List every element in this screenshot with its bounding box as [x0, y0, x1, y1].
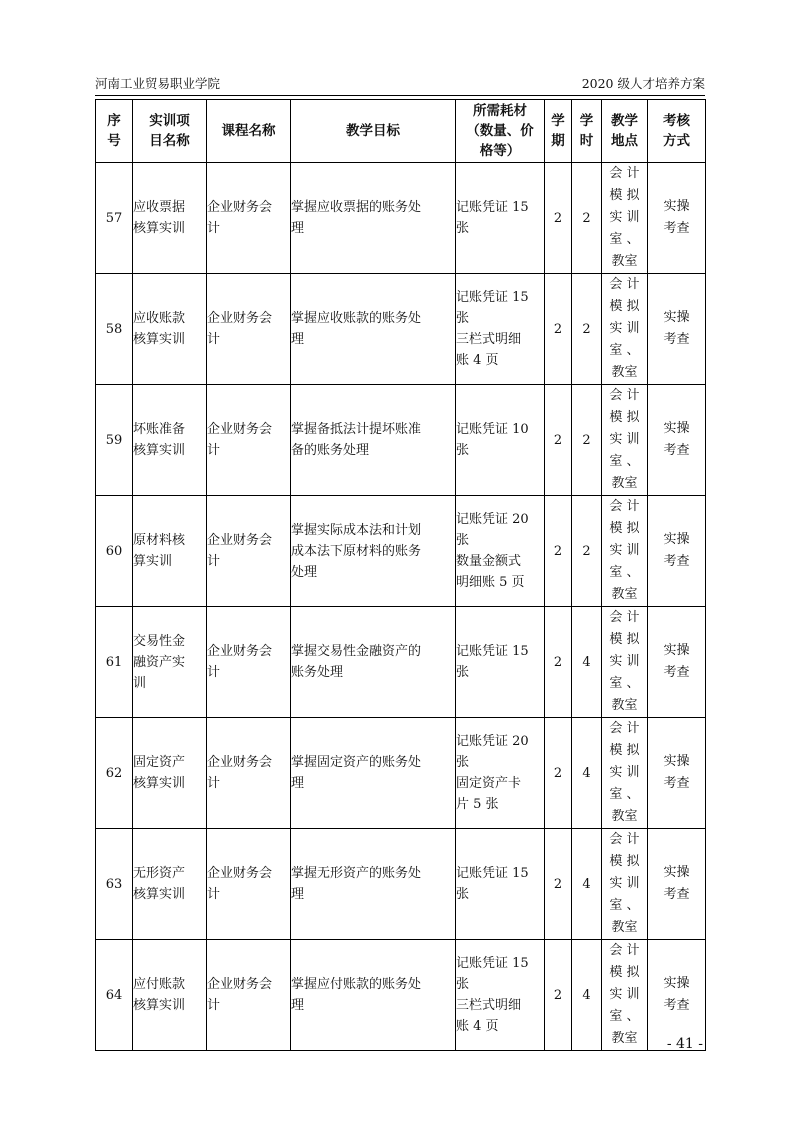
table-row	[96, 607, 706, 718]
cell-line: 实操	[663, 199, 690, 214]
table-row	[96, 163, 706, 274]
cell-line: 模 拟	[609, 632, 640, 647]
header-line: 目名称	[149, 133, 190, 149]
header-line: 学	[551, 113, 565, 129]
cell-line: 模 拟	[609, 299, 640, 314]
header-term	[545, 100, 572, 163]
cell-course	[207, 940, 291, 1051]
cell-line: 明细账 5 页	[456, 575, 525, 590]
header-line: 地点	[611, 133, 638, 149]
cell-line: 数量金额式	[456, 554, 522, 569]
cell-line: 核算实训	[133, 776, 186, 791]
header-materials	[456, 100, 545, 163]
header-line: 课程名称	[221, 123, 276, 139]
header-exam	[648, 100, 706, 163]
header-line: 期	[551, 133, 565, 149]
cell-line: 理	[291, 776, 305, 791]
cell-line: 教室	[611, 476, 638, 491]
cell-line: 会 计	[609, 166, 640, 181]
cell-course	[207, 274, 291, 385]
header-line: 格等）	[479, 143, 521, 159]
cell-goal	[291, 496, 456, 607]
table-row	[96, 274, 706, 385]
cell-line: 理	[291, 998, 305, 1013]
cell-line: 掌握应收账款的账务处	[291, 311, 422, 326]
cell-course	[207, 163, 291, 274]
cell-line: 实 训	[609, 543, 640, 558]
header-rule	[95, 95, 705, 96]
cell-place	[602, 274, 648, 385]
cell-line: 交易性金	[133, 633, 186, 649]
cell-course	[207, 607, 291, 718]
cell-no: 64	[96, 940, 133, 1051]
cell-goal	[291, 940, 456, 1051]
cell-no: 62	[96, 718, 133, 829]
cell-line: 计	[207, 443, 221, 458]
cell-hours: 2	[572, 496, 602, 607]
cell-line: 掌握备抵法计提坏账准	[291, 422, 422, 437]
cell-line: 无形资产	[133, 866, 186, 881]
cell-line: 核算实训	[133, 887, 186, 902]
cell-line: 张	[456, 311, 470, 326]
cell-line: 张	[456, 887, 470, 902]
cell-hours: 2	[572, 274, 602, 385]
cell-term: 2	[545, 718, 572, 829]
cell-line: 片 5 张	[456, 797, 499, 812]
cell-course	[207, 829, 291, 940]
cell-exam	[648, 940, 706, 1051]
page-number: - 41 -	[666, 1036, 703, 1052]
cell-line: 记账凭证 20	[456, 512, 529, 527]
cell-project	[133, 607, 207, 718]
cell-line: 核算实训	[133, 443, 186, 458]
cell-line: 考查	[663, 221, 690, 236]
cell-line: 张	[456, 221, 470, 236]
cell-line: 教室	[611, 254, 638, 269]
cell-line: 会 计	[609, 499, 640, 514]
cell-line: 应收账款	[133, 311, 186, 326]
cell-line: 企业财务会	[207, 755, 273, 770]
cell-project	[133, 718, 207, 829]
cell-line: 账 4 页	[456, 1019, 499, 1034]
cell-line: 掌握应收票据的账务处	[291, 200, 422, 215]
cell-line: 张	[456, 533, 470, 548]
cell-goal	[291, 718, 456, 829]
table-header-row	[96, 100, 706, 163]
cell-line: 企业财务会	[207, 866, 273, 881]
cell-term: 2	[545, 496, 572, 607]
cell-term: 2	[545, 940, 572, 1051]
cell-line: 企业财务会	[207, 644, 273, 659]
cell-goal	[291, 163, 456, 274]
cell-no: 59	[96, 385, 133, 496]
cell-line: 实 训	[609, 654, 640, 669]
cell-exam	[648, 718, 706, 829]
cell-line: 三栏式明细	[456, 998, 522, 1013]
cell-line: 室 、	[609, 676, 640, 691]
cell-line: 核算实训	[133, 998, 186, 1013]
table-row	[96, 940, 706, 1051]
cell-line: 室 、	[609, 454, 640, 469]
cell-place	[602, 496, 648, 607]
cell-hours: 4	[572, 718, 602, 829]
cell-line: 室 、	[609, 1009, 640, 1024]
cell-line: 实操	[663, 532, 690, 547]
cell-term: 2	[545, 829, 572, 940]
cell-line: 记账凭证 10	[456, 422, 529, 437]
cell-line: 室 、	[609, 898, 640, 913]
cell-line: 考查	[663, 443, 690, 458]
cell-line: 计	[207, 998, 221, 1013]
cell-line: 坏账准备	[133, 422, 186, 437]
cell-term: 2	[545, 163, 572, 274]
cell-no: 61	[96, 607, 133, 718]
cell-project	[133, 163, 207, 274]
cell-line: 企业财务会	[207, 977, 273, 992]
cell-line: 账 4 页	[456, 353, 499, 368]
cell-hours: 4	[572, 607, 602, 718]
cell-line: 张	[456, 755, 470, 770]
cell-line: 算实训	[133, 554, 173, 569]
cell-line: 模 拟	[609, 854, 640, 869]
cell-line: 记账凭证 15	[456, 866, 529, 881]
cell-line: 成本法下原材料的账务	[291, 543, 422, 559]
cell-line: 掌握应付账款的账务处	[291, 977, 422, 992]
training-table	[95, 99, 706, 1051]
cell-line: 企业财务会	[207, 200, 273, 215]
cell-line: 固定资产卡	[456, 776, 522, 791]
table-row	[96, 385, 706, 496]
cell-line: 三栏式明细	[456, 332, 522, 347]
cell-materials	[456, 718, 545, 829]
cell-line: 室 、	[609, 565, 640, 580]
header-plan-title: 2020 级人才培养方案	[581, 76, 705, 91]
cell-line: 掌握固定资产的账务处	[291, 755, 422, 770]
header-place	[602, 100, 648, 163]
cell-exam	[648, 163, 706, 274]
cell-place	[602, 940, 648, 1051]
cell-hours: 2	[572, 163, 602, 274]
header-line: 考核	[663, 113, 690, 129]
cell-course	[207, 718, 291, 829]
header-no	[96, 100, 133, 163]
cell-line: 教室	[611, 920, 638, 935]
cell-line: 考查	[663, 665, 690, 680]
cell-goal	[291, 385, 456, 496]
cell-line: 室 、	[609, 343, 640, 358]
cell-line: 实 训	[609, 765, 640, 780]
cell-line: 实操	[663, 754, 690, 769]
cell-course	[207, 496, 291, 607]
cell-place	[602, 718, 648, 829]
cell-materials	[456, 385, 545, 496]
cell-term: 2	[545, 274, 572, 385]
cell-materials	[456, 607, 545, 718]
cell-line: 会 计	[609, 610, 640, 625]
cell-exam	[648, 607, 706, 718]
cell-line: 理	[291, 887, 305, 902]
header-line: 序	[107, 113, 121, 129]
header-line: 方式	[663, 133, 690, 149]
cell-line: 模 拟	[609, 743, 640, 758]
header-line: 教学目标	[346, 123, 400, 139]
cell-line: 记账凭证 20	[456, 734, 529, 749]
cell-no: 63	[96, 829, 133, 940]
cell-place	[602, 385, 648, 496]
cell-line: 考查	[663, 554, 690, 569]
cell-line: 理	[291, 221, 305, 236]
cell-line: 会 计	[609, 388, 640, 403]
cell-line: 室 、	[609, 232, 640, 247]
cell-line: 模 拟	[609, 188, 640, 203]
cell-line: 模 拟	[609, 410, 640, 425]
cell-line: 处理	[291, 564, 318, 580]
cell-line: 核算实训	[133, 332, 186, 347]
cell-line: 张	[456, 977, 470, 992]
cell-goal	[291, 274, 456, 385]
cell-no: 57	[96, 163, 133, 274]
cell-line: 模 拟	[609, 965, 640, 980]
cell-goal	[291, 829, 456, 940]
header-line: （数量、价	[466, 123, 534, 139]
cell-line: 应收票据	[133, 200, 186, 215]
cell-project	[133, 940, 207, 1051]
cell-line: 账务处理	[291, 665, 344, 680]
header-line: 号	[107, 133, 121, 149]
header-line: 所需耗材	[473, 103, 527, 119]
cell-term: 2	[545, 385, 572, 496]
cell-line: 记账凭证 15	[456, 200, 529, 215]
cell-line: 实操	[663, 643, 690, 658]
cell-exam	[648, 829, 706, 940]
cell-line: 教室	[611, 698, 638, 713]
cell-exam	[648, 274, 706, 385]
cell-line: 记账凭证 15	[456, 290, 529, 305]
cell-materials	[456, 940, 545, 1051]
cell-project	[133, 274, 207, 385]
cell-no: 60	[96, 496, 133, 607]
cell-line: 考查	[663, 776, 690, 791]
cell-line: 核算实训	[133, 221, 186, 236]
cell-line: 计	[207, 887, 221, 902]
cell-line: 计	[207, 554, 221, 569]
cell-line: 记账凭证 15	[456, 956, 529, 971]
cell-materials	[456, 274, 545, 385]
cell-line: 会 计	[609, 943, 640, 958]
cell-project	[133, 385, 207, 496]
cell-project	[133, 829, 207, 940]
cell-materials	[456, 829, 545, 940]
cell-line: 计	[207, 221, 221, 236]
cell-hours: 4	[572, 940, 602, 1051]
cell-line: 计	[207, 776, 221, 791]
cell-line: 模 拟	[609, 521, 640, 536]
cell-line: 原材料核	[133, 533, 186, 548]
cell-hours: 4	[572, 829, 602, 940]
header-goal	[291, 100, 456, 163]
cell-line: 教室	[611, 809, 638, 824]
cell-line: 实 训	[609, 210, 640, 225]
cell-line: 备的账务处理	[291, 443, 370, 458]
header-course	[207, 100, 291, 163]
cell-line: 掌握交易性金融资产的	[291, 644, 422, 659]
cell-line: 掌握实际成本法和计划	[291, 522, 422, 538]
cell-term: 2	[545, 607, 572, 718]
cell-line: 应付账款	[133, 977, 186, 992]
cell-line: 计	[207, 332, 221, 347]
cell-line: 张	[456, 443, 470, 458]
cell-line: 实操	[663, 310, 690, 325]
header-hours	[572, 100, 602, 163]
header-school-name: 河南工业贸易职业学院	[95, 76, 221, 91]
cell-exam	[648, 385, 706, 496]
cell-line: 理	[291, 332, 305, 347]
cell-place	[602, 163, 648, 274]
cell-line: 实 训	[609, 876, 640, 891]
cell-line: 实操	[663, 976, 690, 991]
header-line: 学	[579, 113, 594, 129]
cell-line: 考查	[663, 332, 690, 347]
header-line: 教学	[611, 113, 638, 129]
cell-line: 掌握无形资产的账务处	[291, 866, 422, 881]
page-header	[95, 74, 705, 94]
cell-line: 企业财务会	[207, 311, 273, 326]
cell-line: 记账凭证 15	[456, 644, 529, 659]
cell-line: 融资产实	[133, 654, 186, 670]
cell-line: 固定资产	[133, 755, 186, 770]
cell-line: 会 计	[609, 277, 640, 292]
cell-materials	[456, 496, 545, 607]
table-body	[96, 163, 706, 1051]
cell-line: 实 训	[609, 432, 640, 447]
table-row	[96, 829, 706, 940]
cell-goal	[291, 607, 456, 718]
cell-course	[207, 385, 291, 496]
table-row	[96, 496, 706, 607]
cell-line: 实操	[663, 865, 690, 880]
cell-line: 室 、	[609, 787, 640, 802]
cell-materials	[456, 163, 545, 274]
cell-project	[133, 496, 207, 607]
cell-place	[602, 829, 648, 940]
cell-line: 考查	[663, 998, 690, 1013]
cell-line: 教室	[611, 365, 638, 380]
cell-line: 张	[456, 665, 470, 680]
cell-line: 教室	[611, 587, 638, 602]
cell-line: 实 训	[609, 987, 640, 1002]
cell-exam	[648, 496, 706, 607]
header-line: 实训项	[149, 113, 190, 129]
cell-line: 会 计	[609, 721, 640, 736]
cell-line: 企业财务会	[207, 422, 273, 437]
cell-place	[602, 607, 648, 718]
cell-line: 计	[207, 665, 221, 680]
cell-line: 实操	[663, 421, 690, 436]
cell-line: 教室	[611, 1031, 638, 1046]
cell-line: 企业财务会	[207, 533, 273, 548]
cell-hours: 2	[572, 385, 602, 496]
header-project	[133, 100, 207, 163]
table-row	[96, 718, 706, 829]
cell-line: 训	[133, 675, 147, 691]
cell-line: 会 计	[609, 832, 640, 847]
cell-line: 实 训	[609, 321, 640, 336]
header-line: 时	[579, 133, 594, 149]
cell-no: 58	[96, 274, 133, 385]
cell-line: 考查	[663, 887, 690, 902]
